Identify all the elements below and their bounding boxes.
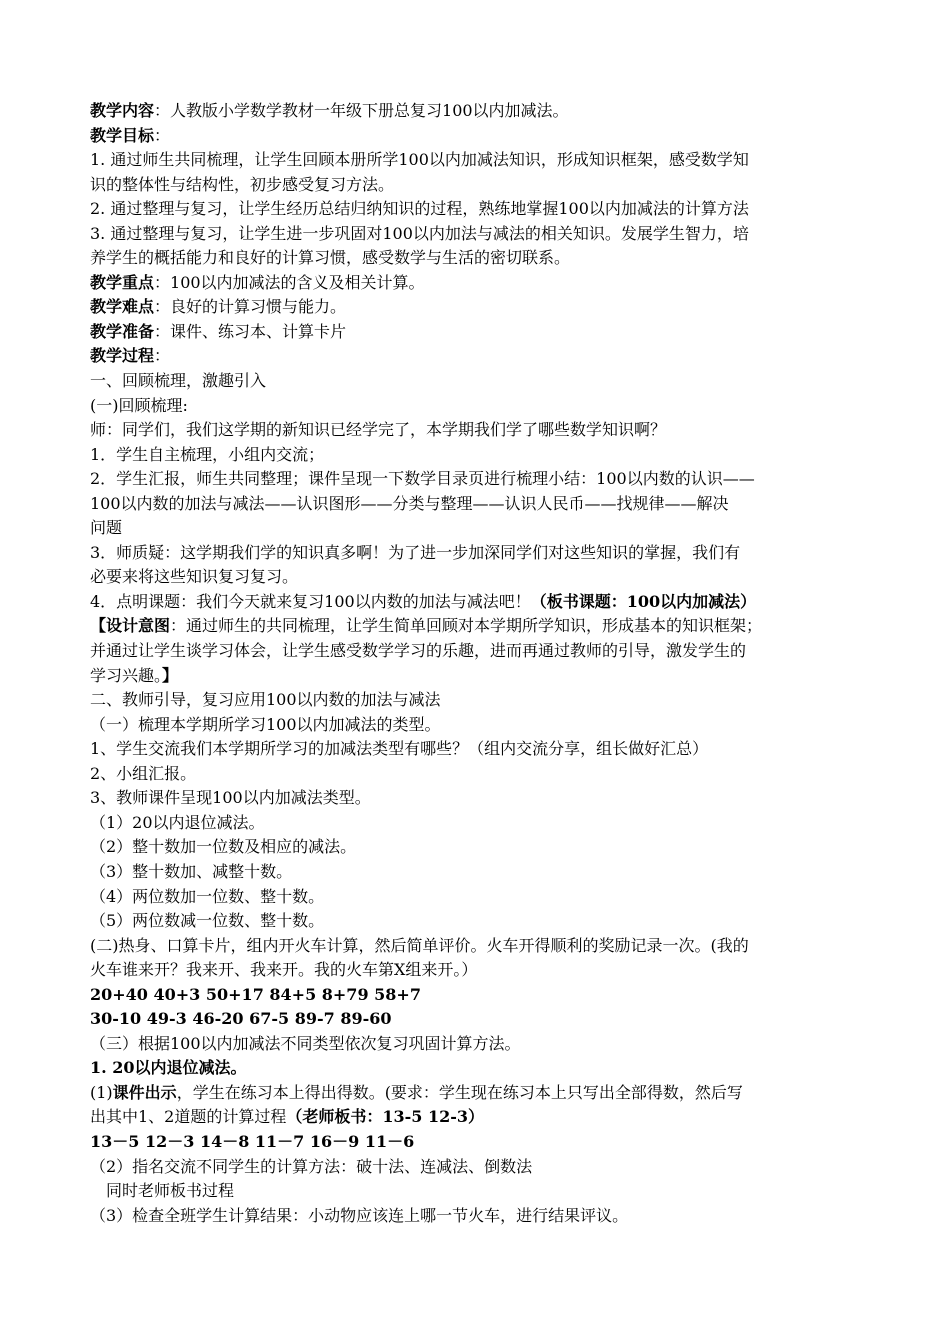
text-line <box>90 1155 862 1180</box>
text-segment: （2）指名交流不同学生的计算方法：破十法、连减法、倒数法 <box>90 1156 533 1176</box>
text-segment: 2．学生汇报，师生共同整理；课件呈现一下数学目录页进行梳理小结：100以内数的认识—— <box>90 469 755 489</box>
text-segment: 识的整体性与结构性，初步感受复习方法。 <box>90 174 395 194</box>
bold-text: 教学内容 <box>90 101 155 120</box>
bold-text: 教学准备 <box>90 321 155 341</box>
text-line <box>90 811 862 836</box>
text-segment: （1）20以内退位减法。 <box>90 812 265 832</box>
text-line <box>90 1204 862 1229</box>
text-segment: 并通过让学生谈学习体会，让学生感受数学学习的乐趣，进而再通过教师的引导，激发学生的 <box>90 641 747 661</box>
text-segment: 问题 <box>90 518 123 538</box>
text-line <box>90 786 862 811</box>
text-line <box>90 762 862 787</box>
text-segment: 师：同学们，我们这学期的新知识已经学完了，本学期我们学了哪些数学知识啊？ <box>90 420 667 440</box>
text-segment: 3、教师课件呈现100以内加减法类型。 <box>90 788 371 808</box>
text-line <box>90 467 862 492</box>
text-line <box>90 909 862 934</box>
text-segment: （4）两位数加一位数、整十数。 <box>90 886 325 906</box>
text-segment: 3. 通过整理与复习，让学生进一步巩固对100以内加法与减法的相关知识。发展学生智力，培 <box>90 223 749 243</box>
text-line <box>90 443 862 468</box>
text-line <box>90 516 862 541</box>
bold-text: 教学目标 <box>90 125 155 145</box>
text-line <box>90 99 862 124</box>
text-line <box>90 983 862 1008</box>
text-segment: 必要来将这些知识复习复习。 <box>90 567 299 587</box>
bold-text: 教学重点 <box>90 272 155 292</box>
text-line <box>90 418 862 443</box>
text-line <box>90 639 862 664</box>
text-line <box>90 173 862 198</box>
bold-text: 20+40 40+3 50+17 84+5 8+79 58+7 <box>90 984 421 1004</box>
text-line <box>90 934 862 959</box>
bold-text: 教学过程 <box>90 346 155 366</box>
text-segment: 同时老师板书过程 <box>106 1181 235 1201</box>
bold-text: 【设计意图 <box>90 616 171 636</box>
text-segment: 火车谁来开？我来开、我来开。我的火车第X组来开。） <box>90 960 478 980</box>
text-line <box>90 295 862 320</box>
text-line <box>90 369 862 394</box>
text-segment: 2、小组汇报。 <box>90 763 197 783</box>
bold-text: 教学难点 <box>90 297 155 317</box>
text-line <box>90 271 862 296</box>
text-line <box>90 124 862 149</box>
text-segment: 1．学生自主梳理，小组内交流； <box>90 444 325 464</box>
bold-text: 30-10 49-3 46-20 67-5 89-7 89-60 <box>90 1009 392 1029</box>
text-line <box>90 590 862 615</box>
text-segment: 二、教师引导，复习应用100以内数的加法与减法 <box>90 690 441 710</box>
text-line <box>90 565 862 590</box>
text-segment: 1、学生交流我们本学期所学习的加减法类型有哪些？（组内交流分享，组长做好汇总） <box>90 739 709 759</box>
text-segment: (1) <box>90 1082 113 1102</box>
text-line <box>90 713 862 738</box>
lesson-plan-document <box>90 99 862 1228</box>
text-segment: ： <box>154 125 171 145</box>
text-line <box>90 688 862 713</box>
text-segment: 一、回顾梳理，激趣引入 <box>90 371 267 391</box>
text-segment: 3．师质疑：这学期我们学的知识真多啊！为了进一步加深同学们对这些知识的掌握，我们有 <box>90 542 741 562</box>
text-segment: 2. 通过整理与复习，让学生经历总结归纳知识的过程，熟练地掌握100以内加减法的计算方法 <box>90 199 749 219</box>
text-line <box>90 197 862 222</box>
text-segment: (一)回顾梳理: <box>90 395 188 415</box>
text-line <box>90 492 862 517</box>
text-segment: （5）两位数减一位数、整十数。 <box>90 911 325 931</box>
text-line <box>90 614 862 639</box>
text-segment: （2）整十数加一位数及相应的减法。 <box>90 837 357 857</box>
text-line <box>90 541 862 566</box>
text-segment: ：通过师生的共同梳理，让学生简单回顾对本学期所学知识，形成基本的知识框架； <box>170 616 763 636</box>
text-segment: （一）梳理本学期所学习100以内加减法的类型。 <box>90 714 441 734</box>
text-segment: （三）根据100以内加减法不同类型依次复习巩固计算方法。 <box>90 1033 521 1053</box>
text-line <box>90 1032 862 1057</box>
text-line <box>90 737 862 762</box>
text-line <box>90 885 862 910</box>
text-segment: ：人教版小学数学教材一年级下册总复习100以内加减法。 <box>154 101 569 120</box>
text-line <box>90 1007 862 1032</box>
bold-text: （老师板书：13-5 12-3） <box>286 1107 485 1127</box>
text-line <box>90 664 862 689</box>
text-line <box>90 246 862 271</box>
text-line <box>90 222 862 247</box>
text-segment: 4．点明课题：我们今天就来复习100以内数的加法与减法吧！ <box>90 591 531 611</box>
text-line <box>90 1179 862 1204</box>
text-line <box>90 835 862 860</box>
text-line <box>90 1056 862 1081</box>
text-segment: （3）整十数加、减整十数。 <box>90 861 293 881</box>
text-line <box>90 1105 862 1130</box>
text-segment: ，学生在练习本上得出得数。(要求：学生现在练习本上只写出全部得数，然后写 <box>176 1082 743 1102</box>
text-segment: ：课件、练习本、计算卡片 <box>154 321 347 341</box>
bold-text: 课件出示 <box>112 1082 177 1102</box>
text-segment: (二)热身、口算卡片，组内开火车计算，然后简单评价。火车开得顺利的奖励记录一次。(我的 <box>90 935 749 955</box>
text-segment: 养学生的概括能力和良好的计算习惯，感受数学与生活的密切联系。 <box>90 248 571 268</box>
text-line <box>90 1130 862 1155</box>
text-line <box>90 320 862 345</box>
text-line <box>90 148 862 173</box>
text-segment: ： <box>154 346 171 366</box>
text-line <box>90 1081 862 1106</box>
text-segment: 学习兴趣。 <box>90 665 163 685</box>
text-segment: 1. 通过师生共同梳理，让学生回顾本册所学100以内加减法知识，形成知识框架，感受数学知 <box>90 150 749 170</box>
text-segment: （3）检查全班学生计算结果：小动物应该连上哪一节火车，进行结果评议。 <box>90 1205 629 1225</box>
text-segment: 100以内数的加法与减法——认识图形——分类与整理——认识人民币——找规律——解决 <box>90 493 729 513</box>
text-line <box>90 344 862 369</box>
bold-text: 1. 20以内退位减法。 <box>90 1058 247 1078</box>
text-segment: 出其中1、2道题的计算过程 <box>90 1107 287 1127</box>
text-line <box>90 860 862 885</box>
bold-text: （板书课题：100以内加减法） <box>530 591 757 611</box>
text-line <box>90 958 862 983</box>
text-line <box>90 394 862 419</box>
bold-text: 】 <box>162 665 179 685</box>
text-segment: ：良好的计算习惯与能力。 <box>154 297 347 317</box>
bold-text: 13－5 12－3 14－8 11－7 16－9 11－6 <box>90 1131 415 1151</box>
text-segment: ：100以内加减法的含义及相关计算。 <box>154 272 425 292</box>
